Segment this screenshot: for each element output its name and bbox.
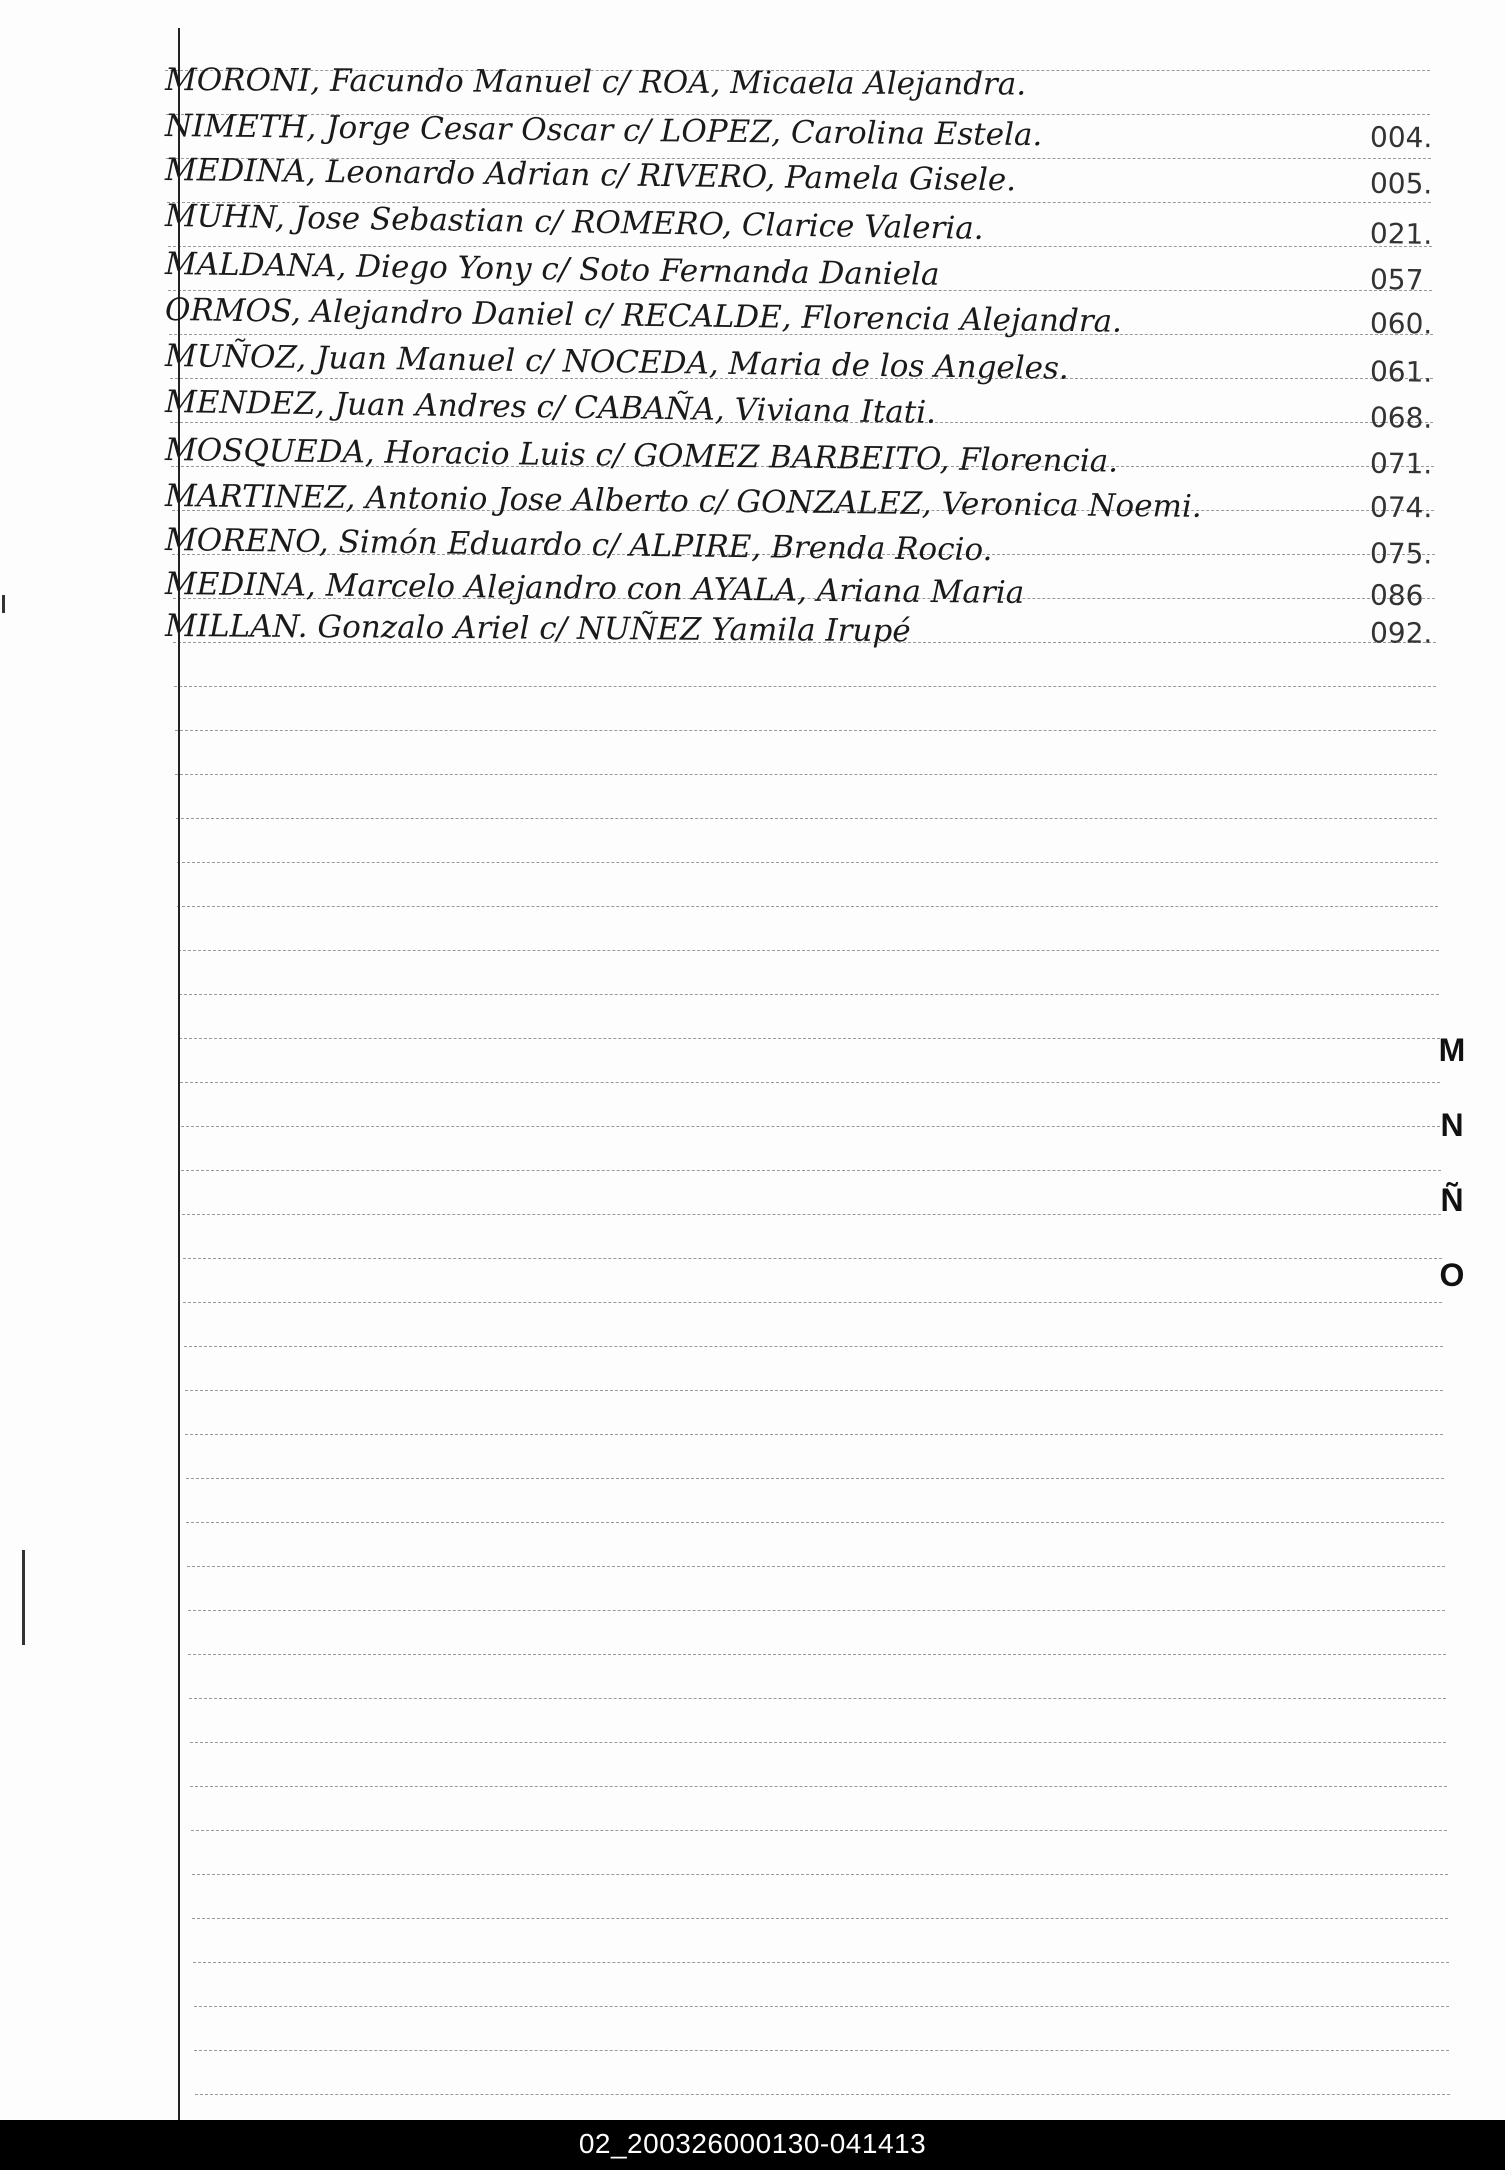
entry-number: 005. — [1369, 166, 1433, 201]
entry-number: 075. — [1369, 536, 1433, 571]
ruled-line — [190, 1786, 1447, 1787]
entry-names: MEDINA, Leonardo Adrian c/ RIVERO, Pamela Gisele. — [164, 152, 1017, 199]
index-letter: Ñ — [1440, 1182, 1464, 1218]
entry-names: MEDINA, Marcelo Alejandro con AYALA, Ariana Maria — [164, 566, 1025, 611]
entry-names: MUHN, Jose Sebastian c/ ROMERO, Clarice Valeria. — [164, 198, 984, 247]
ruled-line — [186, 1478, 1444, 1479]
ruled-line — [180, 1082, 1440, 1083]
index-letter: N — [1440, 1107, 1464, 1143]
ruled-line — [193, 1962, 1449, 1963]
ruled-line — [183, 1302, 1442, 1303]
entry-names: MORENO, Simón Eduardo c/ ALPIRE, Brenda Rocio. — [164, 522, 993, 569]
ruled-line — [192, 1874, 1448, 1875]
index-letter: M — [1438, 1032, 1466, 1068]
entry-names: MORONI, Facundo Manuel c/ ROA, Micaela Alejandra. — [164, 62, 1027, 103]
ruled-line — [183, 1258, 1442, 1259]
entry-names: NIMETH, Jorge Cesar Oscar c/ LOPEZ, Carolina Estela. — [164, 108, 1043, 154]
entry-number: 074. — [1369, 490, 1433, 525]
entry-number: 092. — [1369, 616, 1433, 650]
ruled-line — [191, 1830, 1447, 1831]
ruled-line — [185, 1390, 1443, 1391]
ruled-line — [181, 1126, 1441, 1127]
ruled-line — [195, 2094, 1450, 2095]
entry-names: MUÑOZ, Juan Manuel c/ NOCEDA, Maria de los Angeles. — [164, 338, 1070, 387]
ruled-line — [175, 774, 1437, 775]
index-letter: O — [1439, 1257, 1465, 1293]
ruled-line — [179, 994, 1439, 995]
entry-names: MOSQUEDA, Horacio Luis c/ GOMEZ BARBEITO, Florencia. — [164, 432, 1119, 480]
ruled-line — [175, 730, 1437, 731]
entry-names: MALDANA, Diego Yony c/ Soto Fernanda Daniela — [164, 246, 940, 293]
ruled-line — [181, 1170, 1441, 1171]
register-entry — [165, 62, 1425, 113]
ruled-line — [174, 686, 1436, 687]
ruled-line — [187, 1566, 1445, 1567]
binder-mark — [2, 595, 5, 613]
entry-number: 060. — [1369, 306, 1433, 341]
scan-footer — [0, 2120, 1505, 2170]
ruled-line — [178, 950, 1439, 951]
ruled-line — [194, 2050, 1449, 2051]
ruled-line — [179, 1038, 1439, 1039]
ruled-line — [189, 1698, 1446, 1699]
ruled-line — [188, 1610, 1445, 1611]
entry-number: 071. — [1369, 446, 1433, 481]
ruled-line — [177, 906, 1438, 907]
ruled-line — [192, 1918, 1448, 1919]
ruled-line — [188, 1654, 1445, 1655]
ruled-line — [182, 1214, 1441, 1215]
entry-number: 061. — [1369, 354, 1433, 389]
ruled-line — [190, 1742, 1447, 1743]
binder-mark — [22, 1550, 25, 1645]
ruled-line — [194, 2006, 1449, 2007]
ruled-line — [176, 818, 1437, 819]
ruled-line — [186, 1522, 1444, 1523]
scan-code: 02_200326000130-041413 — [578, 2128, 927, 2159]
entry-names: MENDEZ, Juan Andres c/ CABAÑA, Viviana Itati. — [164, 384, 937, 431]
ruled-line — [177, 862, 1438, 863]
register-entry — [164, 608, 1433, 661]
entry-names: MILLAN. Gonzalo Ariel c/ NUÑEZ Yamila Irupé — [164, 608, 911, 650]
entry-number: 004. — [1369, 120, 1433, 155]
entry-names: ORMOS, Alejandro Daniel c/ RECALDE, Florencia Alejandra. — [164, 292, 1123, 340]
entry-names: MARTINEZ, Antonio Jose Alberto c/ GONZALEZ, Veronica Noemi. — [164, 478, 1202, 525]
ruled-line — [185, 1434, 1443, 1435]
ruled-line — [184, 1346, 1443, 1347]
entry-number: 068. — [1369, 400, 1433, 435]
index-letters — [1432, 1032, 1472, 1332]
entry-number: 057 — [1369, 262, 1424, 297]
entry-number: 086 — [1369, 578, 1424, 613]
entry-number: 021. — [1369, 216, 1433, 251]
